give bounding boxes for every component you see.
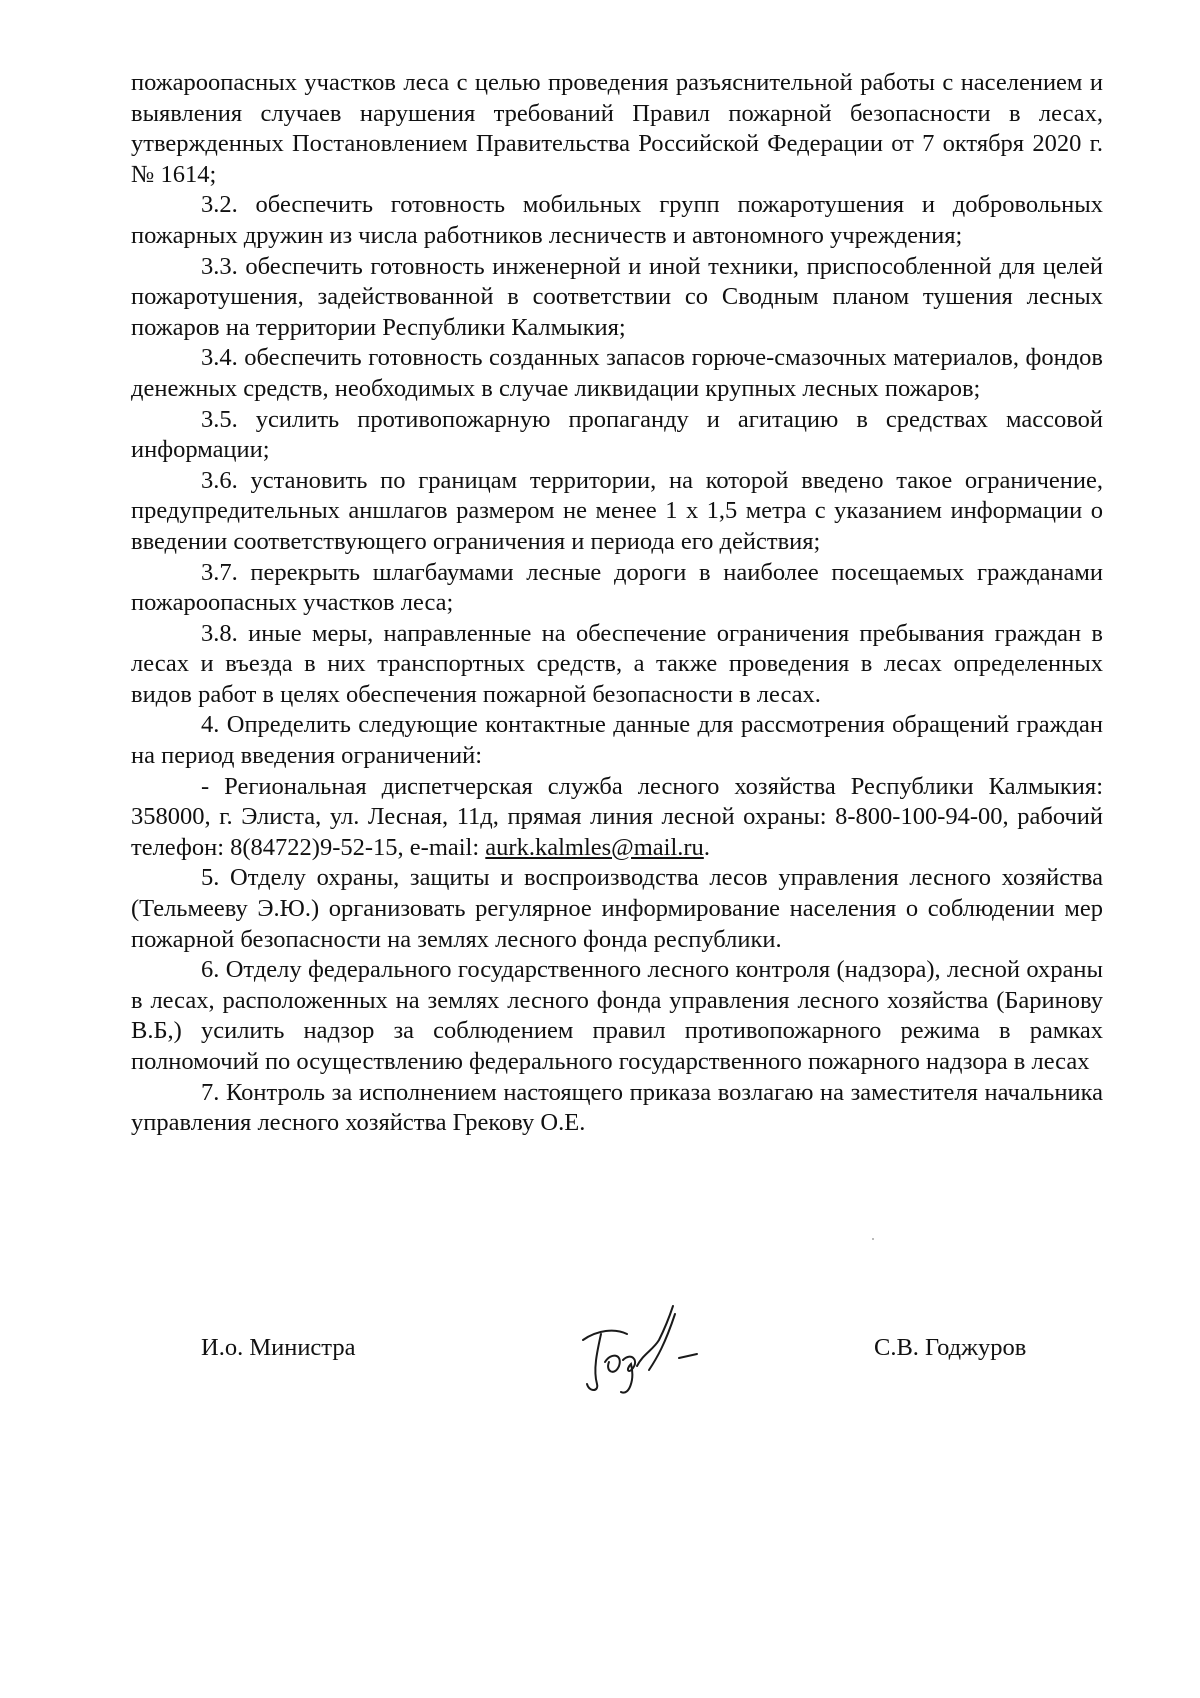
paragraph-4: 4. Определить следующие контактные данные для рассмотрения обращений граждан на период введения ограничений:: [131, 711, 1103, 770]
scan-speck: [872, 1238, 874, 1240]
contact-text: - Региональная диспетчерская служба лесного хозяйства Республики Калмыкия: 358000, г. Элиста, ул. Лесная, 11д, прямая линия лесной охраны: 8-800-100-94-00, рабочий телефон: 8(84722)9-52-15, e-mail:: [131, 772, 1103, 861]
contact-end: .: [703, 833, 710, 861]
paragraph-3-7: 3.7. перекрыть шлагбаумами лесные дороги в наиболее посещаемых гражданами пожароопасных участков леса;: [131, 558, 1103, 617]
paragraph-3-8: 3.8. иные меры, направленные на обеспечение ограничения пребывания граждан в лесах и въезда в них транспортных средств, а также проведения в лесах определенных видов работ в целях обеспечения пожарной безопасности в лесах.: [131, 619, 1103, 708]
paragraph-continuation: пожароопасных участков леса с целью проведения разъяснительной работы с населением и выявления случаев нарушения требований Правил пожарной безопасности в лесах, утвержденных Постановлением Правительства Российской Федерации от 7 октября 2020 г. № 1614;: [131, 69, 1103, 188]
paragraph-5: 5. Отделу охраны, защиты и воспроизводства лесов управления лесного хозяйства (Тельмееву Э.Ю.) организовать регулярное информирование населения о соблюдении мер пожарной безопасности на землях лесного фонда республики.: [131, 864, 1103, 953]
signature-block: [0, 1300, 1200, 1420]
document-body: [131, 68, 1103, 1139]
paragraph-3-6: 3.6. установить по границам территории, на которой введено такое ограничение, предупредительных аншлагов размером не менее 1 х 1,5 метра с указанием информации о введении соответствующего ограничения и периода его действия;: [131, 466, 1103, 555]
paragraph-7: 7. Контроль за исполнением настоящего приказа возлагаю на заместителя начальника управления лесного хозяйства Грекову О.Е.: [131, 1078, 1103, 1137]
signatory-name: С.В. Годжуров: [874, 1334, 1027, 1361]
paragraph-6: 6. Отделу федерального государственного лесного контроля (надзора), лесной охраны в лесах, расположенных на землях лесного фонда управления лесного хозяйства (Баринову В.Б,) усилить надзор за соблюдением правил противопожарного режима в рамках полномочий по осуществлению федерального государственного пожарного надзора в лесах: [131, 956, 1103, 1075]
paragraph-3-2: 3.2. обеспечить готовность мобильных групп пожаротушения и добровольных пожарных дружин из числа работников лесничеств и автономного учреждения;: [131, 191, 1103, 249]
contact-email-link[interactable]: aurk.kalmles@mail.ru: [485, 833, 704, 861]
paragraph-3-4: 3.4. обеспечить готовность созданных запасов горюче-смазочных материалов, фондов денежных средств, необходимых в случае ликвидации крупных лесных пожаров;: [131, 344, 1103, 402]
handwritten-signature: [575, 1300, 705, 1400]
paragraph-contact: [131, 772, 1103, 864]
paragraph-3-3: 3.3. обеспечить готовность инженерной и иной техники, приспособленной для целей пожаротушения, задействованной в соответствии со Сводным планом тушения лесных пожаров на территории Республики Калмыкия;: [131, 252, 1103, 341]
paragraph-3-5: 3.5. усилить противопожарную пропаганду и агитацию в средствах массовой информации;: [131, 405, 1103, 464]
signatory-title: И.о. Министра: [201, 1334, 356, 1361]
